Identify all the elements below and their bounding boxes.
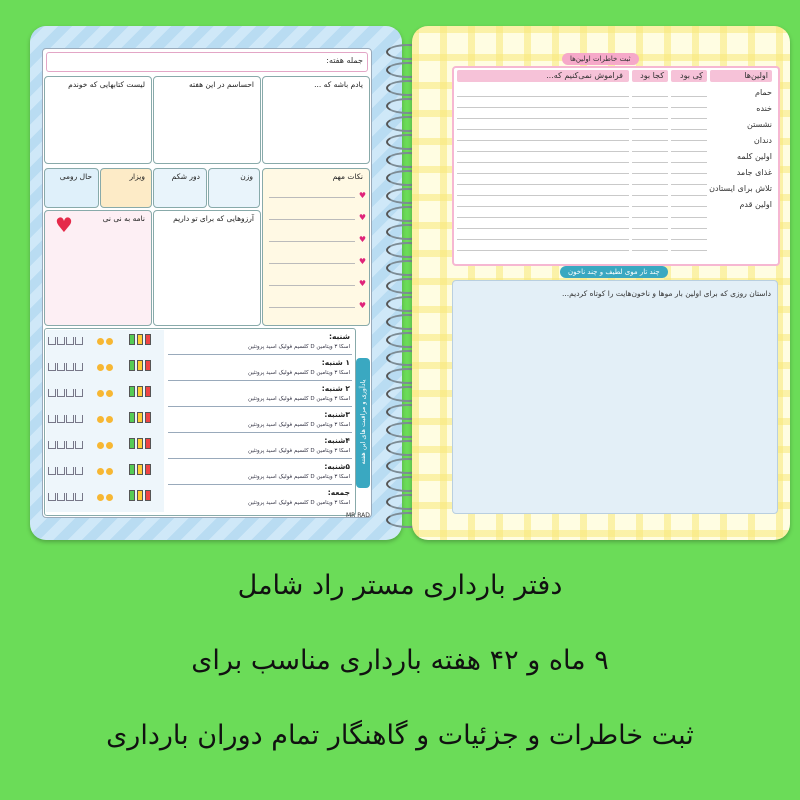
notes-box bbox=[262, 168, 370, 326]
heart-icon: ♥ bbox=[358, 301, 366, 310]
firsts-item: اولین قدم bbox=[739, 200, 772, 209]
day-label: شنبه: bbox=[328, 332, 350, 341]
tracker-icon-row bbox=[48, 464, 152, 475]
letter-to-baby-label: نامه به نی نی bbox=[102, 214, 145, 223]
day-row bbox=[168, 330, 352, 355]
notes-line bbox=[269, 263, 355, 264]
firsts-item: اولین کلمه bbox=[737, 152, 772, 161]
remember-label: یادم باشه که ... bbox=[314, 80, 363, 89]
brand-label: MR RAD bbox=[346, 512, 370, 519]
day-row bbox=[168, 486, 352, 510]
notes-line bbox=[269, 285, 355, 286]
day-label: ۲ شنبه: bbox=[321, 384, 350, 393]
tracker-icon-row bbox=[48, 386, 152, 397]
phrase-of-week-field bbox=[46, 52, 368, 72]
heart-icon: ♥ bbox=[358, 279, 366, 288]
day-label: جمعه: bbox=[327, 488, 350, 497]
table-column-lines bbox=[671, 86, 707, 256]
notes-line bbox=[269, 197, 355, 198]
weight-label: وزن bbox=[240, 172, 253, 181]
table-column-lines bbox=[632, 86, 668, 256]
hair-nails-box bbox=[452, 280, 778, 514]
day-label: ۱ شنبه: bbox=[321, 358, 350, 367]
col-header-firsts-label: اولین‌ها bbox=[744, 71, 768, 80]
day-checklist: اسکا ۳ ویتامین D کلسیم فولیک اسید پروتئین bbox=[248, 396, 350, 402]
books-label: لیست کتابهایی که خوندم bbox=[68, 80, 145, 89]
col-header-when bbox=[671, 70, 707, 82]
day-checklist: اسکا ۳ ویتامین D کلسیم فولیک اسید پروتئین bbox=[248, 370, 350, 376]
books-box bbox=[44, 76, 152, 164]
belly-size-box bbox=[153, 168, 207, 208]
letter-to-baby-box bbox=[44, 210, 152, 326]
day-row bbox=[168, 356, 352, 381]
day-label: ۳شنبه: bbox=[324, 410, 350, 419]
col-header-forget-label: فراموش نمی‌کنیم که... bbox=[546, 71, 623, 80]
remember-box bbox=[262, 76, 370, 164]
feelings-label: احساسم در این هفته bbox=[189, 80, 254, 89]
day-checklist: اسکا ۳ ویتامین D کلسیم فولیک اسید پروتئین bbox=[248, 344, 350, 350]
firsts-list bbox=[709, 88, 772, 216]
tracker-icon-row bbox=[48, 490, 152, 501]
caption-line-3: ثبت خاطرات و جزئیات و گاهنگار تمام دوران بارداری bbox=[106, 720, 694, 751]
mood-label: حال رومی bbox=[59, 172, 92, 181]
heart-icon: ♥ bbox=[55, 213, 73, 237]
day-checklist: اسکا ۳ ویتامین D کلسیم فولیک اسید پروتئین bbox=[248, 448, 350, 454]
heart-icon: ♥ bbox=[358, 191, 366, 200]
day-row bbox=[168, 408, 352, 433]
day-row bbox=[168, 382, 352, 407]
memories-title: ثبت خاطرات اولین‌ها bbox=[562, 53, 639, 65]
day-checklist: اسکا ۳ ویتامین D کلسیم فولیک اسید پروتئین bbox=[248, 474, 350, 480]
mood-box bbox=[44, 168, 99, 208]
tracker-icon-row bbox=[48, 412, 152, 423]
day-label: ۵شنبه: bbox=[324, 462, 350, 471]
notes-line bbox=[269, 307, 355, 308]
notes-label: نکات مهم bbox=[332, 172, 363, 181]
firsts-item: نشستن bbox=[746, 120, 772, 129]
visit-box bbox=[100, 168, 152, 208]
hair-nails-title: چند تار موی لطیف و چند ناخون bbox=[560, 266, 668, 278]
col-header-forget bbox=[457, 70, 629, 82]
visit-label: ویزار bbox=[129, 172, 145, 181]
belly-size-label: دور شکم bbox=[171, 172, 200, 181]
col-header-where-label: کجا بود bbox=[640, 71, 664, 80]
day-row bbox=[168, 434, 352, 459]
tracker-icon-row bbox=[48, 360, 152, 371]
firsts-item: حمام bbox=[755, 88, 772, 97]
col-header-where bbox=[632, 70, 668, 82]
firsts-item: خنده bbox=[756, 104, 772, 113]
wishes-label: آرزوهایی که برای تو داریم bbox=[173, 214, 254, 223]
firsts-item: تلاش برای ایستادن bbox=[709, 184, 772, 193]
heart-icon: ♥ bbox=[358, 257, 366, 266]
notes-line bbox=[269, 241, 355, 242]
day-checklist: اسکا ۳ ویتامین D کلسیم فولیک اسید پروتئین bbox=[248, 422, 350, 428]
notes-line bbox=[269, 219, 355, 220]
hair-nails-text: داستان روزی که برای اولین بار موها و ناخون‌هایت را کوتاه کردیم... bbox=[561, 289, 771, 298]
tracker-icon-row bbox=[48, 438, 152, 449]
phrase-of-week-label: جمله هفته: bbox=[326, 56, 363, 65]
table-column-lines bbox=[457, 86, 629, 256]
heart-icon: ♥ bbox=[358, 235, 366, 244]
tracker-icon-row bbox=[48, 334, 152, 345]
col-header-when-label: کِی بود bbox=[680, 71, 703, 80]
caption-line-1: دفتر بارداری مستر راد شامل bbox=[237, 570, 563, 601]
day-label: ۴شنبه: bbox=[324, 436, 350, 445]
side-tab-label: یادآوری و مراقبت های این هفته bbox=[359, 379, 367, 465]
feelings-box bbox=[153, 76, 261, 164]
day-checklist: اسکا ۳ ویتامین D کلسیم فولیک اسید پروتئین bbox=[248, 500, 350, 506]
day-row bbox=[168, 460, 352, 485]
wishes-box bbox=[153, 210, 261, 326]
caption-line-2: ۹ ماه و ۴۲ هفته بارداری مناسب برای bbox=[191, 645, 609, 676]
heart-icon: ♥ bbox=[358, 213, 366, 222]
col-header-firsts bbox=[710, 70, 772, 82]
weight-box bbox=[208, 168, 260, 208]
firsts-item: غذای جامد bbox=[736, 168, 772, 177]
firsts-item: دندان bbox=[753, 136, 772, 145]
